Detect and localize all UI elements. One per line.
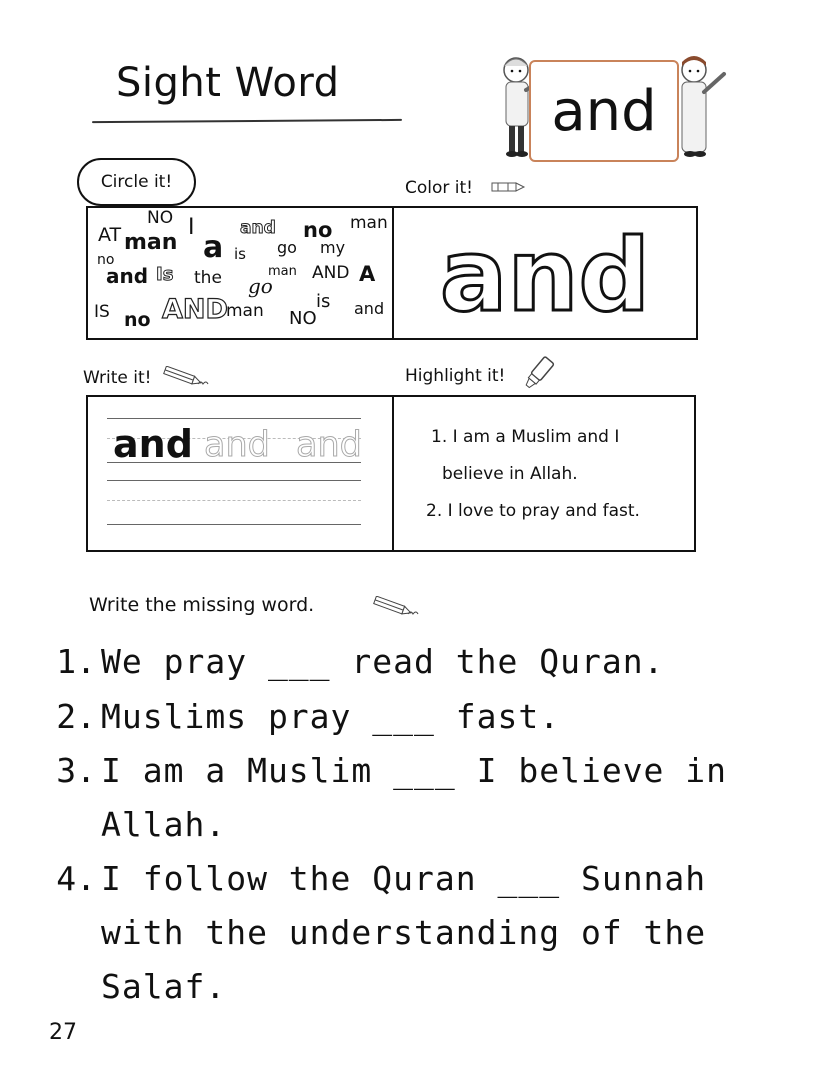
pencil-icon xyxy=(162,366,212,388)
exercise-number: 3. xyxy=(56,751,96,790)
circle-word[interactable]: IS xyxy=(94,302,110,322)
outline-word-svg[interactable] xyxy=(400,210,690,335)
circle-word[interactable]: AND xyxy=(162,294,228,325)
writing-line xyxy=(107,480,361,481)
circle-word[interactable]: a xyxy=(203,230,224,265)
color-it-label: Color it! xyxy=(405,178,473,198)
circle-word[interactable]: man xyxy=(124,230,178,255)
exercise-line[interactable]: I follow the Quran ___ Sunnah xyxy=(101,859,707,898)
highlighter-icon xyxy=(518,354,558,394)
circle-word[interactable]: the xyxy=(194,268,222,288)
child-boy-icon xyxy=(672,52,732,162)
circle-it-label xyxy=(77,158,196,206)
pencil-icon xyxy=(372,596,422,618)
circle-word[interactable]: man xyxy=(350,213,388,233)
circle-word[interactable]: no xyxy=(124,309,151,331)
highlight-sentence[interactable]: believe in Allah. xyxy=(442,464,578,484)
write-word-trace[interactable]: and xyxy=(296,425,362,465)
circle-word[interactable]: go xyxy=(248,274,273,298)
exercise-number: 2. xyxy=(56,697,96,736)
exercise-line: Allah. xyxy=(101,805,227,844)
circle-word[interactable]: is xyxy=(234,245,246,263)
circle-word[interactable]: A xyxy=(359,262,376,286)
crayon-icon xyxy=(490,180,526,194)
page-title: Sight Word xyxy=(116,60,340,106)
circle-word[interactable]: man xyxy=(226,301,264,321)
exercise-line[interactable]: We pray ___ read the Quran. xyxy=(101,642,665,681)
circle-word[interactable]: AND xyxy=(312,263,350,283)
exercise-number: 1. xyxy=(56,642,96,681)
title-underline xyxy=(92,119,402,123)
page-number: 27 xyxy=(49,1020,77,1045)
circle-word[interactable]: no xyxy=(97,252,115,268)
circle-word[interactable]: is xyxy=(316,291,331,312)
circle-word[interactable]: no xyxy=(303,218,333,242)
writing-midline xyxy=(107,500,361,501)
circle-word[interactable]: my xyxy=(320,238,346,257)
circle-word[interactable]: go xyxy=(277,238,297,257)
circle-word[interactable]: and xyxy=(354,299,385,318)
circle-it-text: Circle it! xyxy=(100,172,173,192)
sight-word-card: and xyxy=(529,60,679,162)
color-it-word[interactable]: and xyxy=(439,217,651,334)
circle-word[interactable]: NO xyxy=(147,208,174,228)
exercise-line: Salaf. xyxy=(101,967,227,1006)
write-word-solid: and xyxy=(113,422,193,466)
highlight-it-label: Highlight it! xyxy=(405,366,506,386)
missing-word-instruction: Write the missing word. xyxy=(89,594,315,616)
circle-word[interactable]: and xyxy=(240,218,276,238)
exercise-number: 4. xyxy=(56,859,96,898)
exercise-line[interactable]: Muslims pray ___ fast. xyxy=(101,697,561,736)
circle-word[interactable]: AT xyxy=(98,224,122,246)
highlight-sentence[interactable]: 1. I am a Muslim and I xyxy=(431,427,620,447)
writing-line xyxy=(107,418,361,419)
circle-word[interactable]: and xyxy=(106,264,149,288)
write-word-trace[interactable]: and xyxy=(204,425,270,465)
circle-word[interactable]: NO xyxy=(289,308,317,329)
exercise-line[interactable]: I am a Muslim ___ I believe in xyxy=(101,751,728,790)
exercise-line: with the understanding of the xyxy=(101,913,707,952)
write-it-label: Write it! xyxy=(83,368,152,388)
circle-word[interactable]: man xyxy=(268,264,297,279)
highlight-sentence[interactable]: 2. I love to pray and fast. xyxy=(426,501,640,521)
circle-word[interactable]: I xyxy=(188,215,195,240)
circle-word[interactable]: Is xyxy=(156,264,174,285)
writing-line xyxy=(107,524,361,525)
